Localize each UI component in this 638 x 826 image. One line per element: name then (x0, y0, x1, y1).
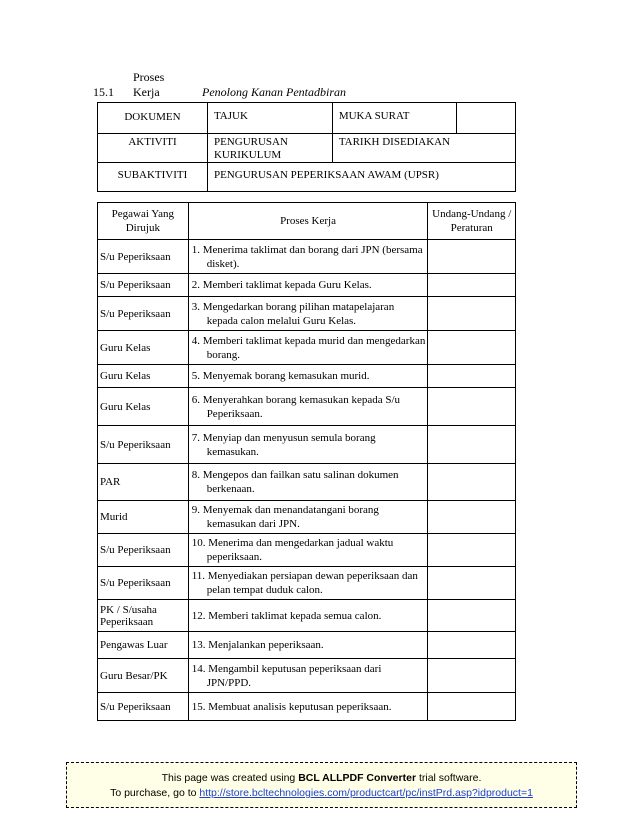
pegawai-cell: Guru Kelas (98, 365, 189, 388)
undang-cell (428, 388, 516, 426)
table-row (98, 274, 516, 297)
footer-purchase-text: To purchase, go to (110, 787, 200, 799)
undang-cell (428, 426, 516, 464)
section-heading (93, 70, 346, 100)
subaktiviti-label: SUBAKTIVITI (98, 163, 208, 192)
table-row (98, 600, 516, 632)
undang-cell (428, 240, 516, 274)
undang-cell (428, 297, 516, 331)
undang-cell (428, 365, 516, 388)
proses-cell: 2. Memberi taklimat kepada Guru Kelas. (191, 279, 372, 291)
proses-cell: 9. Menyemak dan menandatangani borang kemasukan dari JPN. (191, 504, 379, 530)
undang-cell (428, 501, 516, 534)
undang-cell (428, 567, 516, 600)
process-header-row (98, 203, 516, 240)
section-label: Proses Kerja (133, 70, 165, 99)
proses-cell: 4. Memberi taklimat kepada murid dan mengedarkan borang. (191, 334, 426, 361)
tajuk-label: TAJUK (207, 103, 332, 134)
pegawai-cell: S/u Peperiksaan (98, 567, 189, 600)
aktiviti-label: AKTIVITI (98, 134, 208, 163)
undang-cell (428, 600, 516, 632)
proses-cell: 5. Menyemak borang kemasukan murid. (191, 370, 370, 382)
pegawai-cell: S/u Peperiksaan (98, 297, 189, 331)
pegawai-cell: Guru Kelas (98, 331, 189, 365)
tarikh-label: TARIKH DISEDIAKAN (332, 134, 515, 163)
undang-cell (428, 693, 516, 721)
header-proses: Proses Kerja (188, 203, 428, 240)
footer-text-suffix: trial software. (416, 772, 482, 784)
proses-cell: 6. Menyerahkan borang kemasukan kepada S/u Peperiksaan. (191, 393, 401, 420)
trial-footer-banner (66, 762, 577, 808)
section-number: 15.1 (93, 85, 114, 99)
proses-cell: 14. Mengambil keputusan peperiksaan dari JPN/PPD. (191, 662, 382, 689)
proses-cell: 10. Menerima dan mengedarkan jadual waktu peperiksaan. (191, 537, 394, 563)
muka-surat-label: MUKA SURAT (332, 103, 456, 134)
proses-cell: 7. Menyiap dan menyusun semula borang kemasukan. (191, 431, 376, 458)
table-row (98, 693, 516, 721)
table-row (98, 388, 516, 426)
table-row (98, 365, 516, 388)
process-table (97, 202, 516, 721)
table-row (98, 464, 516, 501)
undang-cell (428, 464, 516, 501)
dokumen-label: DOKUMEN (98, 103, 208, 134)
proses-cell: 12. Memberi taklimat kepada semua calon. (191, 609, 382, 622)
footer-line-2 (67, 786, 576, 801)
pegawai-cell: S/u Peperiksaan (98, 426, 189, 464)
pegawai-cell: Pengawas Luar (98, 632, 189, 659)
undang-cell (428, 632, 516, 659)
pegawai-cell: Guru Besar/PK (98, 659, 189, 693)
table-row (98, 567, 516, 600)
pegawai-cell: Guru Kelas (98, 388, 189, 426)
subaktiviti-value: PENGURUSAN PEPERIKSAAN AWAM (UPSR) (207, 163, 515, 192)
pegawai-cell: S/u Peperiksaan (98, 534, 189, 567)
muka-surat-value (457, 103, 516, 134)
proses-cell: 3. Mengedarkan borang pilihan matapelajaran kepada calon melalui Guru Kelas. (191, 300, 395, 327)
undang-cell (428, 534, 516, 567)
table-row (98, 534, 516, 567)
table-row (98, 632, 516, 659)
footer-text: This page was created using (161, 772, 299, 784)
proses-cell: 8. Mengepos dan failkan satu salinan dokumen berkenaan. (191, 469, 399, 495)
section-title: Penolong Kanan Pentadbiran (202, 85, 346, 99)
document-info-table (97, 102, 516, 192)
footer-product-name: BCL ALLPDF Converter (298, 772, 417, 784)
undang-cell (428, 659, 516, 693)
table-row (98, 297, 516, 331)
table-row (98, 426, 516, 464)
table-row (98, 240, 516, 274)
header-pegawai: Pegawai Yang Dirujuk (98, 203, 189, 240)
proses-cell: 11. Menyediakan persiapan dewan peperiksaan dan pelan tempat duduk calon. (191, 570, 418, 596)
proses-cell: 15. Membuat analisis keputusan peperiksaan. (191, 700, 392, 713)
proses-cell: 1. Menerima taklimat dan borang dari JPN (bersama disket). (191, 243, 423, 270)
footer-line-1 (67, 771, 576, 786)
undang-cell (428, 274, 516, 297)
undang-cell (428, 331, 516, 365)
pegawai-cell: S/u Peperiksaan (98, 693, 189, 721)
table-row (98, 659, 516, 693)
pegawai-cell: PK / S/usaha Peperiksaan (98, 600, 189, 632)
pegawai-cell: Murid (98, 501, 189, 534)
header-undang: Undang-Undang / Peraturan (428, 203, 516, 240)
proses-cell: 13. Menjalankan peperiksaan. (191, 639, 324, 651)
table-row (98, 501, 516, 534)
table-row (98, 331, 516, 365)
pegawai-cell: PAR (98, 464, 189, 501)
pegawai-cell: S/u Peperiksaan (98, 274, 189, 297)
aktiviti-value: PENGURUSAN KURIKULUM (207, 134, 332, 163)
purchase-link[interactable]: http://store.bcltechnologies.com/productcart/pc/instPrd.asp?idproduct=1 (199, 787, 533, 799)
pegawai-cell: S/u Peperiksaan (98, 240, 189, 274)
